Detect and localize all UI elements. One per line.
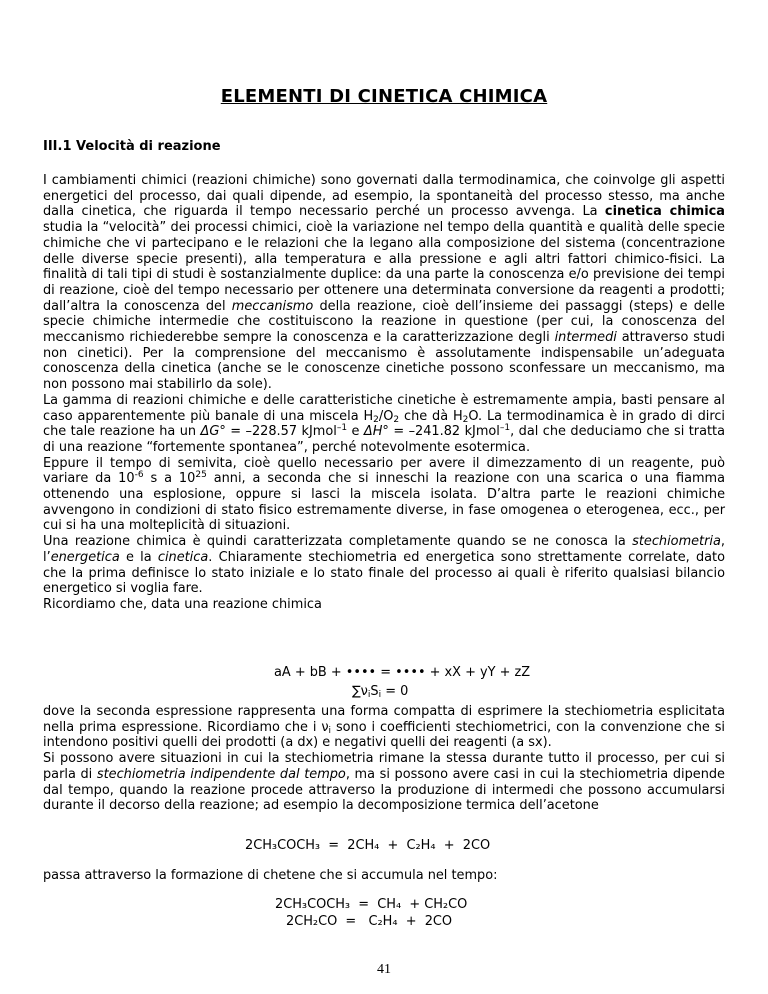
paragraph-intro: I cambiamenti chimici (reazioni chimiche) sono governati dalla termodinamica, che coinvolge gli aspetti energetici del processo, dai quali dipende, ad esempio, la spontaneità del processo stesso, ma anche dalla cinetica, che riguarda il tempo necessario perché un processo avvenga. La cinetica chimica studia la “velocità” dei processi chimici, cioè la variazione nel tempo della quantità e qualità delle specie chimiche che vi partecipano e le relazioni che la legano alla composizione del sistema (concentrazione delle diverse specie presenti), alla temperatura e alla pressione e agli altri fattori chimico-fisici. La finalità di tali tipi di studi è sostanzialmente duplice: da una parte la conoscenza e/o previsione dei tempi di reazione, cioè del tempo necessario per ottenere una determinata conversione da reagenti a prodotti; dall’altra la conoscenza del meccanismo della reazione, cioè dell’insieme dei passaggi (steps) e delle specie chimiche intermedie che costituiscono la reazione in questione (per cui, la conoscenza del meccanismo richiederebbe sempre la conoscenza e la caratterizzazione degli intermedi attraverso studi non cinetici). Per la comprensione del meccanismo è assolutamente indispensabile un’adeguata conoscenza della cinetica (anche se le conoscenze cinetiche possono sconfessare un meccanismo, ma non possono mai stabilirlo da sole). — [43, 173, 725, 393]
page-number: 41 — [377, 962, 391, 977]
bold-term: cinetica chimica — [604, 204, 725, 220]
delta-g-symbol: ΔG° — [200, 424, 226, 440]
italic-term: meccanismo — [231, 298, 314, 314]
paragraph-recall: Ricordiamo che, data una reazione chimica — [43, 596, 322, 612]
paragraph-coefficients: dove la seconda espressione rappresenta una forma compatta di esprimere la stechiometria esplicitata nella prima espressione. Ricordiamo che i $\nu_i$ sono i coefficienti stechiometrici, con la convenzione che si intendono positivi quelli dei prodotti (a dx) e negativi quelli dei reagenti (a sx). — [43, 704, 725, 751]
paragraph-time-dependence: Si possono avere situazioni in cui la stechiometria rimane la stessa durante tutto il processo, per cui si parla di stechiometria indipendente dal tempo, ma si possono avere casi in cui la stechiometria dipende dal tempo, quando la reazione procede attraverso la produzione di intermedi che possono accumularsi durante il decorso della reazione; ad esempio la decomposizione termica dell’acetone — [43, 751, 725, 814]
body-text-block-2 — [43, 704, 725, 814]
italic-term: intermedi — [554, 330, 617, 346]
paragraph-ketene: passa attraverso la formazione di chetene che si accumula nel tempo: — [43, 868, 498, 883]
italic-term: stechiometria indipendente dal tempo — [96, 766, 346, 782]
equation-ketene-formation: 2CH₃COCH₃ = CH₄ + CH₂CO — [275, 897, 468, 912]
page-title: ELEMENTI DI CINETICA CHIMICA — [220, 86, 548, 107]
equation-ketene-decomposition: 2CH₂CO = C₂H₄ + 2CO — [286, 914, 453, 929]
equation-stoichiometry-sum: $\sum\nu_iS_i = 0$ — [352, 684, 409, 700]
equation-general-reaction: aA + bB + •••• = •••• + xX + yY + zZ — [274, 665, 531, 680]
paragraph-half-life: Eppure il tempo di semivita, cioè quello necessario per avere il dimezzamento di un reagente, può variare da $10^{-6}$ s a $10^{25}$ anni, a seconda che si inneschi la reazione con una scarica o una fiamma ottenendo una esplosione, oppure si lasci la miscela isolata. D’altra parte le reazioni chimiche avvengono in condizioni di stato fisico estremamente diverse, in fase omogenea o eterogenea, ecc., per cui si ha una molteplicità di situazioni. — [43, 455, 725, 534]
section-heading: III.1 Velocità di reazione — [43, 139, 221, 154]
delta-h-symbol: ΔH° — [363, 424, 389, 440]
paragraph-characterization: Una reazione chimica è quindi caratterizzata completamente quando se ne conosca la stechiometria, l’energetica e la cinetica. Chiaramente stechiometria ed energetica sono strettamente correlate, dato che la prima definisce lo stato iniziale e lo stato finale del processo ai quali è riferito qualsiasi bilancio energetico si voglia fare. — [43, 534, 725, 597]
body-text-block — [43, 173, 725, 613]
paragraph-hydrogen-example: La gamma di reazioni chimiche e delle caratteristiche cinetiche è estremamente ampia, basti pensare al caso apparentemente più banale di una miscela $H_2/O_2$ che dà $H_2O$. La termodinamica è in grado di dirci che tale reazione ha un ΔG° = –228.57 kJmol$^{-1}$ e ΔH° = –241.82 kJmol$^{-1}$, dal che deduciamo che si tratta di una reazione “fortemente spontanea”, perché notevolmente esotermica. — [43, 392, 726, 455]
equation-acetone-decomposition: 2CH₃COCH₃ = 2CH₄ + C₂H₄ + 2CO — [245, 838, 491, 853]
